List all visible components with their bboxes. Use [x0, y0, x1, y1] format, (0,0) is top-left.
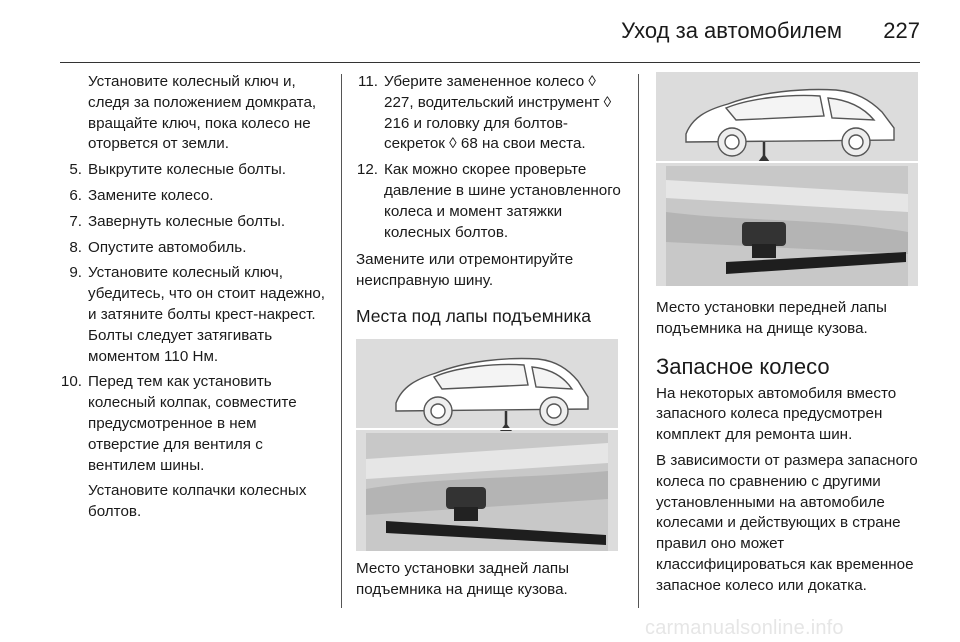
step-item — [56, 160, 332, 181]
step-text: Опустите автомобиль. — [88, 238, 247, 256]
intro-paragraph: Установите колесный ключ и, следя за положением домкрата, вращайте ключ, пока колесо не оторвется от земли. — [88, 73, 317, 153]
section-heading-lift-points: Места под лапы подъемника — [356, 305, 591, 326]
body-paragraph: В зависимости от размера запасного колеса по сравнению с другими установленными на автомобиле колесами и действующих в стране правил оно может классифицироваться как временное запасное колесо или докатка. — [656, 451, 918, 594]
step-item — [356, 72, 626, 155]
section-heading-spare-wheel: Запасное колесо — [656, 353, 830, 379]
column-3 — [656, 72, 920, 597]
step-text: Перед тем как установить колесный колпак, совместите предусмотренное в нем отверстие для вентиля с вентилем шины. — [88, 373, 297, 474]
step-item — [56, 212, 332, 233]
step-text: Завернуть колесные болты. — [88, 212, 286, 230]
column-divider — [638, 74, 639, 608]
step-number: 8. — [69, 238, 82, 256]
step-number: 5. — [69, 161, 82, 179]
followup-paragraph: Установите колпачки колесных болтов. — [88, 482, 307, 521]
rear-lift-point-figure — [356, 339, 618, 551]
step-number: 11. — [358, 73, 378, 90]
step-number: 12. — [356, 161, 378, 179]
step-number: 6. — [69, 186, 82, 204]
front-lift-point-caption: Место установки передней лапы подъемника на днище кузова. — [656, 299, 887, 337]
watermark: carmanualsonline.info — [645, 617, 844, 639]
rear-lift-point-caption: Место установки задней лапы подъемника на днище кузова. — [356, 559, 570, 598]
step-item — [56, 238, 332, 259]
step-text: Замените колесо. — [88, 186, 214, 204]
column-1 — [56, 72, 332, 523]
step-item — [56, 263, 332, 367]
column-2 — [356, 72, 626, 600]
step-item — [56, 372, 332, 476]
step-text: Уберите замененное колесо ◊ 227, водительский инструмент ◊ 216 и головку для болтов-секреток ◊ 68 на свои места. — [384, 73, 612, 153]
step-text: Установите колесный ключ, убедитесь, что он стоит надежно, и затяните болты крест-накрест. Болты следует затягивать моментом 110 Нм. — [88, 264, 326, 365]
step-text: Выкрутите колесные болты. — [88, 161, 287, 179]
header-rule — [60, 62, 920, 63]
header-title: Уход за автомобилем — [621, 18, 842, 43]
step-item — [56, 186, 332, 207]
step-number: 10. — [60, 373, 82, 391]
column-divider — [341, 74, 342, 608]
page-number: 227 — [883, 18, 920, 43]
front-lift-point-figure — [656, 72, 918, 286]
replace-paragraph: Замените или отремонтируйте неисправную шину. — [356, 251, 574, 290]
step-item — [356, 160, 626, 243]
body-paragraph: На некоторых автомобиля вместо запасного колеса предусмотрен комплект для ремонта шин. — [656, 384, 897, 444]
step-number: 7. — [69, 212, 82, 230]
step-text: Как можно скорее проверьте давление в шине установленного колеса и момент затяжки колесных болтов. — [384, 161, 621, 241]
step-number: 9. — [69, 264, 82, 282]
page-header — [0, 0, 960, 64]
